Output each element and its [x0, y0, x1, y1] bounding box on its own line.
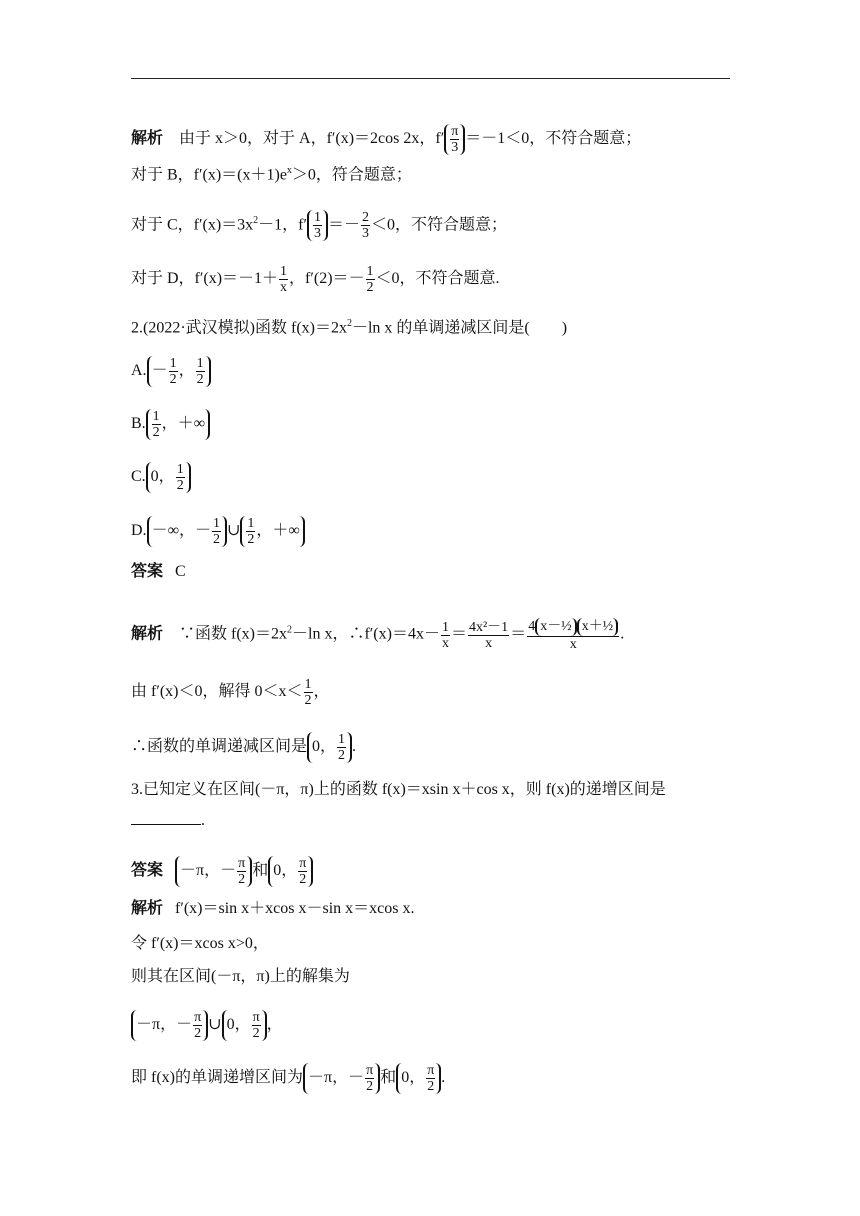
text: ＝: [450, 625, 467, 643]
option-d: [131, 516, 305, 547]
option-key: D.: [131, 522, 147, 540]
denominator: 2: [196, 372, 204, 387]
text: 对于 D，f′(x)＝－1＋: [131, 270, 279, 288]
denominator: 2: [252, 1026, 260, 1041]
fraction: [313, 210, 322, 241]
numerator: 1: [366, 264, 374, 279]
text: ，＋∞: [161, 415, 206, 433]
solution-3d: [131, 1010, 283, 1041]
solution-line-1: [131, 124, 641, 155]
numerator: 1: [304, 677, 312, 692]
denominator: 2: [304, 693, 312, 708]
numerator: 1: [212, 516, 220, 531]
text: 对于 C，f′(x)＝3x: [131, 216, 254, 234]
text: －: [151, 362, 168, 380]
numerator: 1: [338, 732, 346, 747]
fraction: [246, 516, 255, 547]
solution-2c: [131, 732, 356, 763]
option-c: [131, 462, 191, 493]
solution-line-3: [131, 210, 507, 241]
numerator: 1: [196, 356, 204, 371]
numerator: π: [451, 124, 459, 139]
numerator: π: [427, 1063, 435, 1078]
numerator: 1: [314, 210, 322, 226]
denominator: 2: [366, 280, 374, 295]
fraction: [304, 677, 313, 708]
paren-group: [147, 356, 211, 387]
text: .: [620, 625, 625, 643]
text: 由于 x＞0，对于 A，f′(x)＝2cos 2x，f′: [179, 130, 445, 148]
paren-group: [444, 124, 465, 155]
text: 0，: [226, 1016, 251, 1034]
fraction: [426, 1063, 435, 1094]
option-b: [131, 409, 210, 440]
text: f′(x)＝sin x＋xcos x－sin x＝xcos x.: [175, 900, 415, 917]
paren-group: [131, 1010, 208, 1041]
text: 0，: [150, 468, 175, 486]
numerator: π: [194, 1010, 202, 1025]
fraction: [279, 264, 288, 295]
solution-3b: [131, 933, 269, 955]
text: ∴函数的单调递减区间是: [131, 738, 308, 756]
text: ＞0，符合题意；: [291, 166, 412, 184]
text: －ln x，∴f′(x)＝4x－: [292, 625, 440, 643]
solution-2b: [131, 677, 330, 708]
option-key: A.: [131, 362, 147, 380]
text: 2.(2022·武汉模拟)函数 f(x)＝2x: [131, 319, 347, 337]
text: 对于 B，f′(x)＝(x＋1)e: [131, 166, 287, 184]
numerator: 1: [169, 356, 177, 371]
numerator: 1: [176, 462, 184, 477]
fraction: [252, 1010, 261, 1041]
text: ＜0，不符合题意；: [371, 216, 508, 234]
fraction: [212, 516, 221, 547]
superscript: 2: [253, 215, 259, 226]
answer-value: C: [175, 563, 186, 580]
text: ＝: [510, 625, 527, 643]
paren-group: [307, 732, 352, 763]
fraction: [298, 856, 307, 887]
denominator: 2: [212, 532, 220, 547]
superscript: x: [286, 165, 292, 176]
fraction: [365, 1063, 374, 1094]
fraction: [176, 462, 185, 493]
fraction: [527, 618, 619, 652]
denominator: 2: [152, 425, 160, 440]
text: ，: [266, 1016, 283, 1034]
text: 和: [252, 862, 269, 880]
denominator: 2: [238, 872, 246, 887]
fraction: [441, 620, 450, 651]
numerator: 1: [441, 619, 449, 635]
text: 由 f′(x)＜0，解得 0＜x＜: [131, 683, 303, 701]
label-answer: 答案: [131, 862, 164, 880]
text: ＜0，不符合题意.: [375, 270, 500, 288]
answer-3: [131, 856, 313, 887]
label-jiexi: 解析: [131, 130, 164, 148]
text: ，f′(2)＝－: [289, 270, 365, 288]
denominator: 2: [299, 872, 307, 887]
text: －∞，－: [151, 522, 211, 540]
numerator: π: [299, 856, 307, 871]
text: 令 f′(x)＝xcos x>0，: [131, 935, 269, 952]
numerator: 1: [280, 264, 288, 279]
numerator: π: [366, 1063, 374, 1078]
label-answer: 答案: [131, 563, 164, 580]
paren-group: [147, 516, 227, 547]
text: －ln x 的单调递减区间是( ): [351, 319, 568, 337]
text: ，: [178, 362, 195, 380]
fraction: [152, 409, 161, 440]
superscript: 2: [346, 318, 352, 329]
text: 4: [528, 619, 536, 635]
numerator: π: [238, 856, 246, 871]
denominator: 2: [194, 1026, 202, 1041]
header-rule: [131, 78, 730, 79]
text: ，: [313, 683, 330, 701]
denominator: 3: [362, 226, 370, 242]
solution-line-4: [131, 264, 500, 295]
union-symbol: ∪: [208, 1016, 222, 1034]
option-key: B.: [131, 415, 146, 433]
denominator: x: [569, 637, 577, 652]
fraction: [196, 356, 205, 387]
fraction: [337, 732, 346, 763]
union-symbol: ∪: [226, 522, 241, 540]
fraction: [366, 264, 375, 295]
solution-3: [131, 898, 415, 920]
text: .: [352, 738, 357, 756]
paren-group: x－½: [535, 618, 577, 636]
solution-3e: [131, 1063, 445, 1094]
answer-2: [131, 561, 186, 583]
solution-3c: [131, 966, 350, 988]
superscript: 2: [287, 624, 293, 636]
text: －1，f′: [258, 216, 308, 234]
denominator: x: [280, 280, 288, 295]
fraction: [450, 124, 459, 155]
denominator: 2: [366, 1079, 374, 1094]
label-jiexi: 解析: [131, 625, 164, 643]
text: ＝－1＜0，不符合题意；: [465, 130, 642, 148]
paren-group: x＋½: [577, 618, 619, 636]
option-key: C.: [131, 468, 146, 486]
numerator: 1: [152, 409, 160, 424]
solution-2: [131, 618, 624, 652]
paren-group: [240, 516, 304, 547]
paren-group: [303, 1063, 380, 1094]
text: 则其在区间(－π，π)上的解集为: [131, 968, 350, 985]
text: 3.已知定义在区间(－π，π)上的函数 f(x)＝xsin x＋cos x，则 f(x)的递增区间是: [131, 781, 666, 798]
denominator: 3: [451, 140, 459, 155]
denominator: 2: [338, 748, 346, 763]
numerator: 1: [247, 516, 255, 531]
solution-line-2: [131, 160, 412, 186]
denominator: x: [441, 635, 449, 651]
numerator: 4x²－1: [468, 619, 509, 635]
fraction: [169, 356, 178, 387]
paren-group: [222, 1010, 267, 1041]
paren-group: [268, 856, 313, 887]
numerator: [527, 618, 619, 637]
numerator: π: [252, 1010, 260, 1025]
text: 即 f(x)的单调递增区间为: [131, 1069, 303, 1087]
text: －π，－: [308, 1069, 365, 1087]
paren-group: [307, 210, 328, 241]
fraction: [237, 856, 246, 887]
text: .: [441, 1069, 446, 1087]
text: 0，: [312, 738, 337, 756]
denominator: x: [485, 635, 493, 651]
question-2: [131, 313, 567, 339]
paren-group: [175, 856, 252, 887]
text: ＝－: [328, 216, 361, 234]
denominator: 2: [427, 1079, 435, 1094]
paren-group: [146, 409, 210, 440]
text: 和: [380, 1069, 397, 1087]
paren-group: [396, 1063, 441, 1094]
fraction: [193, 1010, 202, 1041]
paren-group: [146, 462, 191, 493]
text: －π，－: [180, 862, 237, 880]
text: －π，－: [136, 1016, 193, 1034]
answer-blank-line: .: [131, 810, 205, 832]
numerator: 2: [362, 210, 370, 226]
option-a: [131, 356, 211, 387]
text: ，＋∞: [256, 522, 300, 540]
denominator: 2: [169, 372, 177, 387]
text: ∵函数 f(x)＝2x: [179, 625, 288, 643]
denominator: 2: [247, 532, 255, 547]
denominator: 2: [176, 478, 184, 493]
denominator: 3: [314, 226, 322, 242]
text: 0，: [273, 862, 298, 880]
label-jiexi: 解析: [131, 900, 164, 917]
answer-blank: [131, 810, 201, 825]
question-3: [131, 779, 666, 801]
text: 0，: [401, 1069, 426, 1087]
fraction: [361, 210, 370, 241]
fraction: [468, 620, 509, 651]
